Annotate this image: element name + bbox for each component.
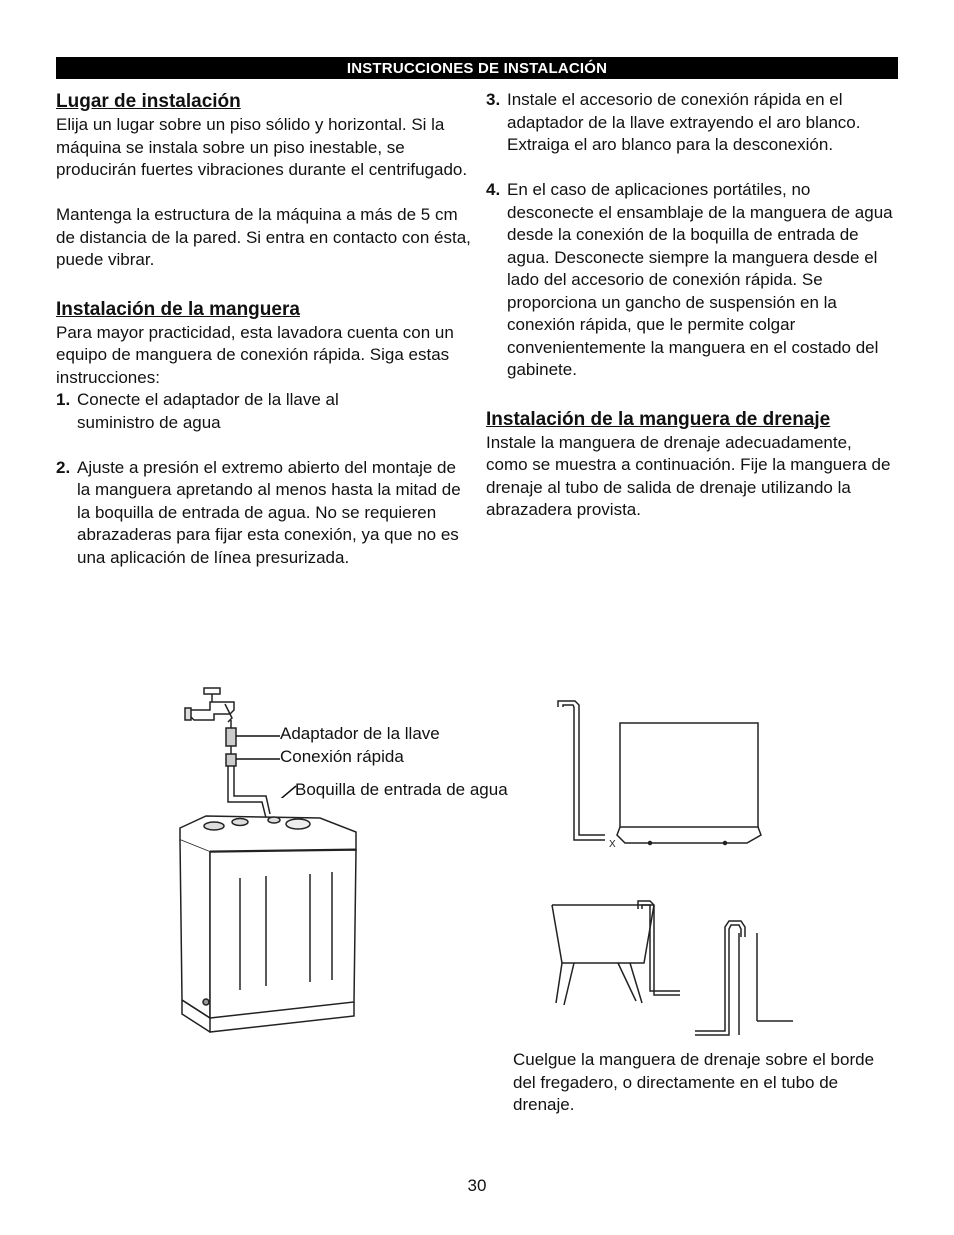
label-faucet-adapter: Adaptador de la llave xyxy=(280,724,440,743)
left-column xyxy=(56,90,471,569)
paragraph-hose-intro: Para mayor practicidad, esta lavadora cuenta con un equipo de manguera de conexión rápida. Siga estas instrucciones: xyxy=(56,322,454,387)
drain-hose-diagram-standpipe xyxy=(695,915,795,1040)
drain-hose-diagram-sink xyxy=(550,893,690,1008)
list-text: Ajuste a presión el extremo abierto del montaje de la manguera apretando al menos hasta la mitad de la boquilla de entrada de agua. No se requieren abrazaderas para fijar esta conexión, ya que no es una aplicación de línea presurizada. xyxy=(77,457,461,567)
clamp-mark: X xyxy=(609,839,616,850)
heading-hose-installation: Instalación de la manguera xyxy=(56,298,300,320)
list-number: 3. xyxy=(486,90,501,109)
list-number: 1. xyxy=(56,390,71,409)
list-item-2 xyxy=(56,457,471,570)
drain-hose-diagram-cabinet xyxy=(555,695,765,855)
section-header-bar: INSTRUCCIONES DE INSTALACIÓN xyxy=(56,57,898,79)
list-item-4 xyxy=(486,179,898,382)
list-item-3 xyxy=(486,89,898,157)
label-water-inlet: Boquilla de entrada de agua xyxy=(295,780,508,799)
list-number: 2. xyxy=(56,457,71,477)
paragraph-place-1: Elija un lugar sobre un piso sólido y horizontal. Si la máquina se instala sobre un piso inestable, se producirán fuertes vibraciones durante el centrifugado. xyxy=(56,115,468,179)
page-number: 30 xyxy=(467,1176,487,1195)
paragraph-drain-hose: Instale la manguera de drenaje adecuadamente, como se muestra a continuación. Fije la manguera de drenaje al tubo de salida de drenaje utilizando la abrazadera provista. xyxy=(486,432,891,519)
drain-caption: Cuelgue la manguera de drenaje sobre el borde del fregadero, o directamente en el tubo de drenaje. xyxy=(513,1050,875,1114)
right-column xyxy=(486,89,898,522)
list-item-1 xyxy=(56,389,471,434)
list-number: 4. xyxy=(486,180,501,199)
list-text: Instale el accesorio de conexión rápida en el adaptador de la llave extrayendo el aro blanco. Extraiga el aro blanco para la desconexión. xyxy=(507,90,861,154)
list-text: Conecte el adaptador de la llave al suministro de agua xyxy=(77,390,339,432)
list-text: En el caso de aplicaciones portátiles, no desconecte el ensamblaje de la manguera de agua desde la conexión de la boquilla de entrada de agua. Desconecte siempre la manguera desde el lado del accesorio de conexión rápida. Se proporciona un gancho de suspensión en la conexión rápida, que le permite colgar convenientemente la manguera en el costado del gabinete. xyxy=(507,180,893,379)
label-quick-connect: Conexión rápida xyxy=(280,747,404,766)
heading-drain-hose: Instalación de la manguera de drenaje xyxy=(486,408,831,430)
heading-installation-place: Lugar de instalación xyxy=(56,91,241,112)
paragraph-place-2: Mantenga la estructura de la máquina a más de 5 cm de distancia de la pared. Si entra en contacto con ésta, puede vibrar. xyxy=(56,205,471,269)
